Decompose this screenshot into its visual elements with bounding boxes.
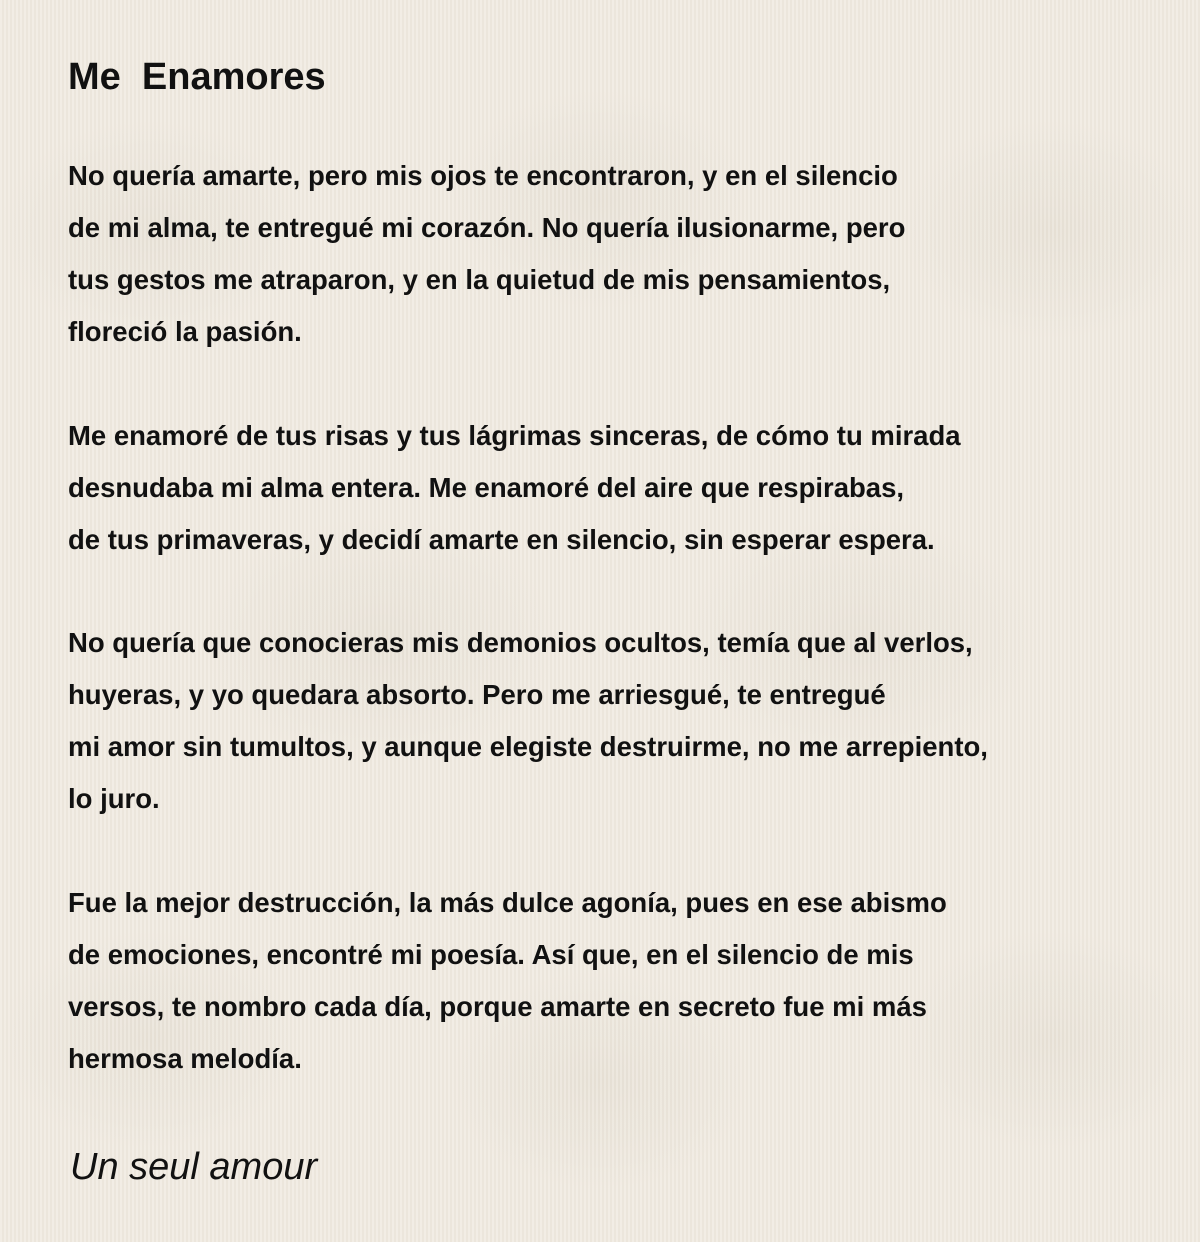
stanza — [68, 410, 961, 566]
poem-line: desnudaba mi alma entera. Me enamoré del aire que respirabas, — [68, 472, 905, 503]
poem-line: tus gestos me atraparon, y en la quietud de mis pensamientos, — [68, 264, 891, 295]
poem-line: de mi alma, te entregué mi corazón. No quería ilusionarme, pero — [68, 212, 906, 243]
poem-line: mi amor sin tumultos, y aunque elegiste destruirme, no me arrepiento, — [68, 731, 988, 762]
poem-line: Me enamoré de tus risas y tus lágrimas sinceras, de cómo tu mirada — [68, 420, 961, 451]
stanza — [68, 617, 988, 825]
stanza — [68, 150, 905, 358]
poem-line: hermosa melodía. — [68, 1043, 302, 1074]
poem-line: versos, te nombro cada día, porque amarte en secreto fue mi más — [68, 991, 927, 1022]
stanza — [68, 877, 947, 1085]
poem-line: huyeras, y yo quedara absorto. Pero me arriesgué, te entregué — [68, 679, 886, 710]
poem-title: Me Enamores — [68, 56, 326, 98]
poem-line: Fue la mejor destrucción, la más dulce agonía, pues en ese abismo — [68, 887, 947, 918]
poem-line: lo juro. — [68, 783, 160, 814]
poem-author: Un seul amour — [70, 1146, 318, 1188]
poem-line: de emociones, encontré mi poesía. Así que, en el silencio de mis — [68, 939, 914, 970]
poem-line: floreció la pasión. — [68, 316, 302, 347]
poem-line: de tus primaveras, y decidí amarte en silencio, sin esperar espera. — [68, 524, 935, 555]
poem-line: No quería que conocieras mis demonios ocultos, temía que al verlos, — [68, 627, 973, 658]
poem-line: No quería amarte, pero mis ojos te encontraron, y en el silencio — [68, 160, 898, 191]
